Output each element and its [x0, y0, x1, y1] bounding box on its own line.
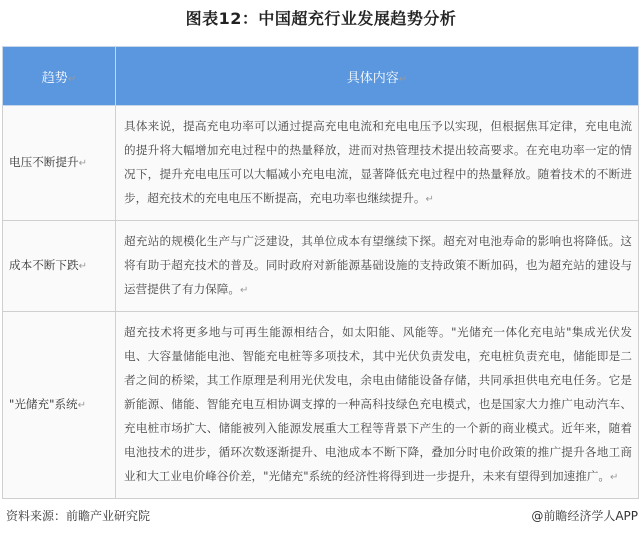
figure-title: 图表12：中国超充行业发展趋势分析: [185, 9, 457, 28]
return-mark-icon: ↵: [77, 400, 87, 411]
return-mark-icon: ↵: [425, 194, 434, 205]
content-text: 超充站的规模化生产与广泛建设，其单位成本有望继续下探。超充对电池寿命的影响也将降低。这将有助于超充技术的普及。同时政府对新能源基础设施的支持政策不断加码，也为超充站的建设与运营提供了有力保障。: [124, 234, 632, 296]
table-row: [3, 312, 639, 499]
trend-label: "光储充"系统: [9, 397, 78, 411]
header-content: [116, 47, 639, 106]
return-mark-icon: ↵: [398, 73, 408, 85]
content-cell: [116, 106, 639, 221]
trend-cell: [3, 221, 116, 312]
content-text: 超充技术将更多地与可再生能源相结合，如太阳能、风能等。"光储充一体化充电站"集成光伏发电、大容量储能电池、智能充电桩等多项技术，其中光伏负责发电，充电桩负责充电，储能即是二者之间的桥梁，其工作原理是利用光伏发电，余电由储能设备存储，共同承担供电充电任务。它是新能源、储能、智能充电互相协调支撑的一种高科技绿色充电模式，也是国家大力推广电动汽车、充电桩市场扩大、储能被列入能源发展重大工程等背景下产生的一个新的商业模式。近年来，随着电池技术的进步，循环次数逐渐提升、电池成本不断下降，叠加分时电价政策的推广提升各地工商业和大工业电价峰谷价差，"光储充"系统的经济性将得到进一步提升，未来有望得到加速推广。: [124, 325, 632, 483]
content-cell: [116, 312, 639, 499]
header-content-label: 具体内容: [346, 70, 399, 86]
table-header-row: [3, 47, 639, 106]
content-text: 具体来说，提高充电功率可以通过提高充电电流和充电电压予以实现，但根据焦耳定律，充电电流的提升将大幅增加充电过程中的热量释放，进而对热管理技术提出较高要求。在充电功率一定的情况下，提升充电电压可以大幅减小充电电流，显著降低充电过程中的热量释放。随着技术的不断进步，超充技术的充电电压不断提高，充电功率也继续提升。: [124, 119, 632, 205]
return-mark-icon: ↵: [610, 472, 619, 483]
header-trend-label: 趋势: [41, 70, 68, 86]
content-cell: [116, 221, 639, 312]
return-mark-icon: ↵: [78, 261, 87, 272]
trend-table: [2, 46, 639, 499]
return-mark-icon: ↵: [67, 73, 77, 85]
return-mark-icon: ↵: [78, 158, 87, 169]
return-mark-icon: ↵: [239, 285, 249, 296]
header-trend: [3, 47, 116, 106]
trend-label: 成本不断下跌: [9, 258, 79, 272]
trend-label: 电压不断提升: [9, 155, 79, 169]
credit-note: @前瞻经济学人APP: [531, 509, 638, 523]
table-row: [3, 221, 639, 312]
trend-cell: [3, 312, 116, 499]
footer: [0, 499, 642, 533]
trend-cell: [3, 106, 116, 221]
table-row: [3, 106, 639, 221]
source-note: 资料来源：前瞻产业研究院: [6, 509, 151, 523]
